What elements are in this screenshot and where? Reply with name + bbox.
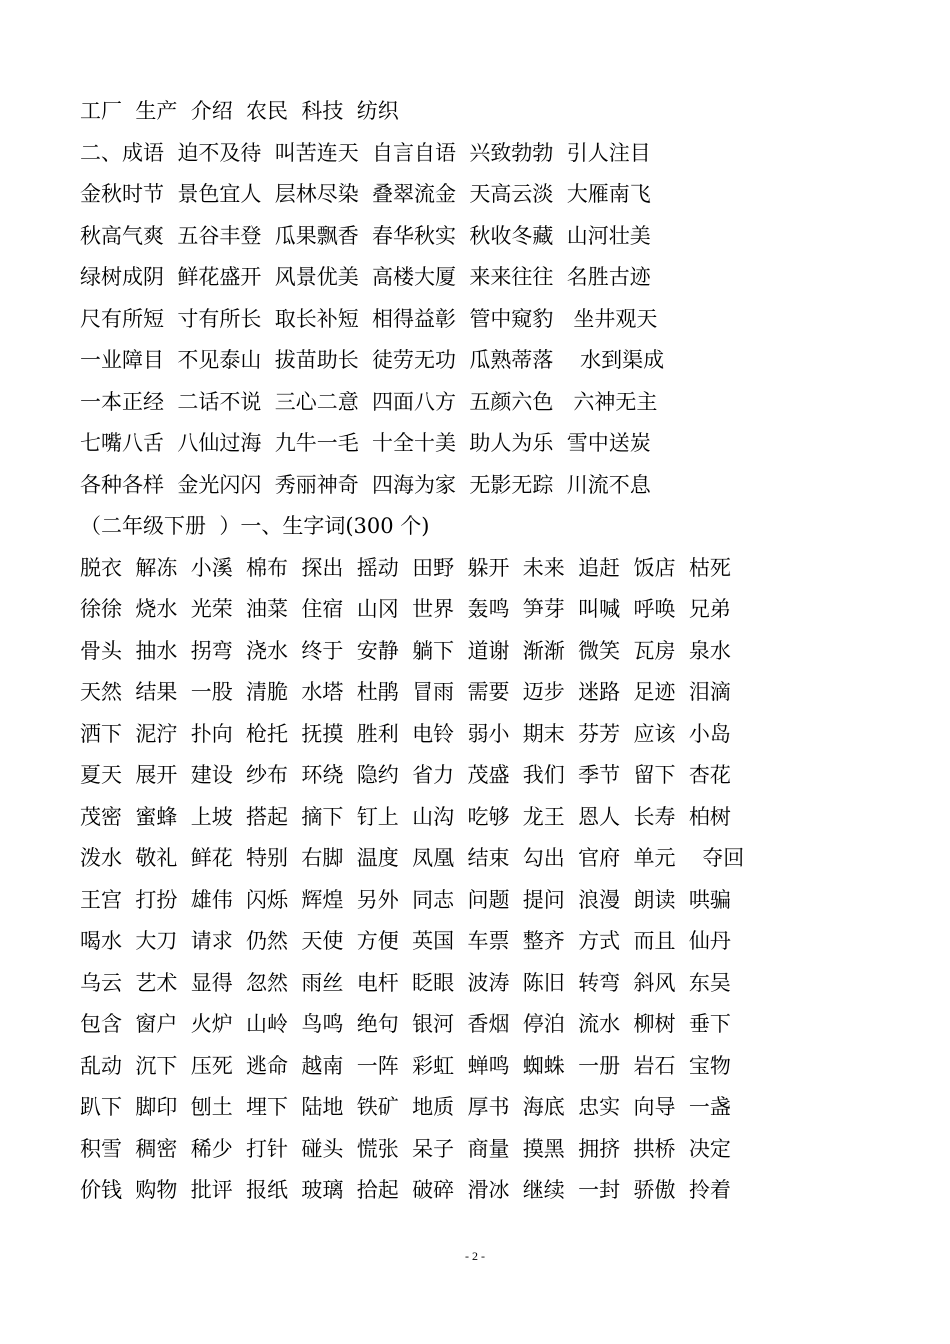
text-line: 乱动 沉下 压死 逃命 越南 一阵 彩虹 蝉鸣 蜘蛛 一册 岩石 宝物	[80, 1054, 731, 1078]
text-line: 洒下 泥泞 扑向 枪托 抚摸 胜利 电铃 弱小 期末 芬芳 应该 小岛	[80, 722, 731, 746]
text-line: 积雪 稠密 稀少 打针 碰头 慌张 呆子 商量 摸黑 拥挤 拱桥 决定	[80, 1137, 731, 1161]
text-line: 工厂 生产 介绍 农民 科技 纺织	[80, 99, 399, 123]
text-line: 绿树成阴 鲜花盛开 风景优美 高楼大厦 来来往往 名胜古迹	[80, 265, 651, 289]
text-line: 乌云 艺术 显得 忽然 雨丝 电杆 眨眼 波涛 陈旧 转弯 斜风 东吴	[80, 971, 731, 995]
text-line: 一本正经 二话不说 三心二意 四面八方 五颜六色 六神无主	[80, 390, 658, 414]
text-line: 王宫 打扮 雄伟 闪烁 辉煌 另外 同志 问题 提问 浪漫 朗读 哄骗	[80, 888, 731, 912]
text-line: （二年级下册 ）一、生字词(300 个)	[80, 514, 430, 538]
text-line: 脱衣 解冻 小溪 棉布 探出 摇动 田野 躲开 未来 追赶 饭店 枯死	[80, 556, 731, 580]
text-line: 喝水 大刀 请求 仍然 天使 方便 英国 车票 整齐 方式 而且 仙丹	[80, 929, 731, 953]
text-line: 一业障目 不见泰山 拔苗助长 徒劳无功 瓜熟蒂落 水到渠成	[80, 348, 665, 372]
text-line: 包含 窗户 火炉 山岭 鸟鸣 绝句 银河 香烟 停泊 流水 柳树 垂下	[80, 1012, 731, 1036]
text-line: 各种各样 金光闪闪 秀丽神奇 四海为家 无影无踪 川流不息	[80, 473, 651, 497]
text-line: 夏天 展开 建设 纱布 环绕 隐约 省力 茂盛 我们 季节 留下 杏花	[80, 763, 731, 787]
text-line: 七嘴八舌 八仙过海 九牛一毛 十全十美 助人为乐 雪中送炭	[80, 431, 651, 455]
text-line: 金秋时节 景色宜人 层林尽染 叠翠流金 天高云淡 大雁南飞	[80, 182, 651, 206]
text-line: 尺有所短 寸有所长 取长补短 相得益彰 管中窥豹 坐井观天	[80, 307, 658, 331]
text-line: 趴下 脚印 刨土 埋下 陆地 铁矿 地质 厚书 海底 忠实 向导 一盏	[80, 1095, 731, 1119]
text-line: 骨头 抽水 拐弯 浇水 终于 安静 躺下 道谢 渐渐 微笑 瓦房 泉水	[80, 639, 731, 663]
text-line: 价钱 购物 批评 报纸 玻璃 拾起 破碎 滑冰 继续 一封 骄傲 拎着	[80, 1178, 731, 1202]
text-line: 天然 结果 一股 清脆 水塔 杜鹃 冒雨 需要 迈步 迷路 足迹 泪滴	[80, 680, 731, 704]
text-line: 二、成语 迫不及待 叫苦连天 自言自语 兴致勃勃 引人注目	[80, 141, 651, 165]
text-line: 秋高气爽 五谷丰登 瓜果飘香 春华秋实 秋收冬藏 山河壮美	[80, 224, 651, 248]
text-line: 徐徐 烧水 光荣 油菜 住宿 山冈 世界 轰鸣 笋芽 叫喊 呼唤 兄弟	[80, 597, 731, 621]
page-number: - 2 -	[465, 1249, 485, 1263]
text-line: 泼水 敬礼 鲜花 特别 右脚 温度 凤凰 结束 勾出 官府 单元 夺回	[80, 846, 745, 870]
text-line: 茂密 蜜蜂 上坡 搭起 摘下 钉上 山沟 吃够 龙王 恩人 长寿 柏树	[80, 805, 731, 829]
